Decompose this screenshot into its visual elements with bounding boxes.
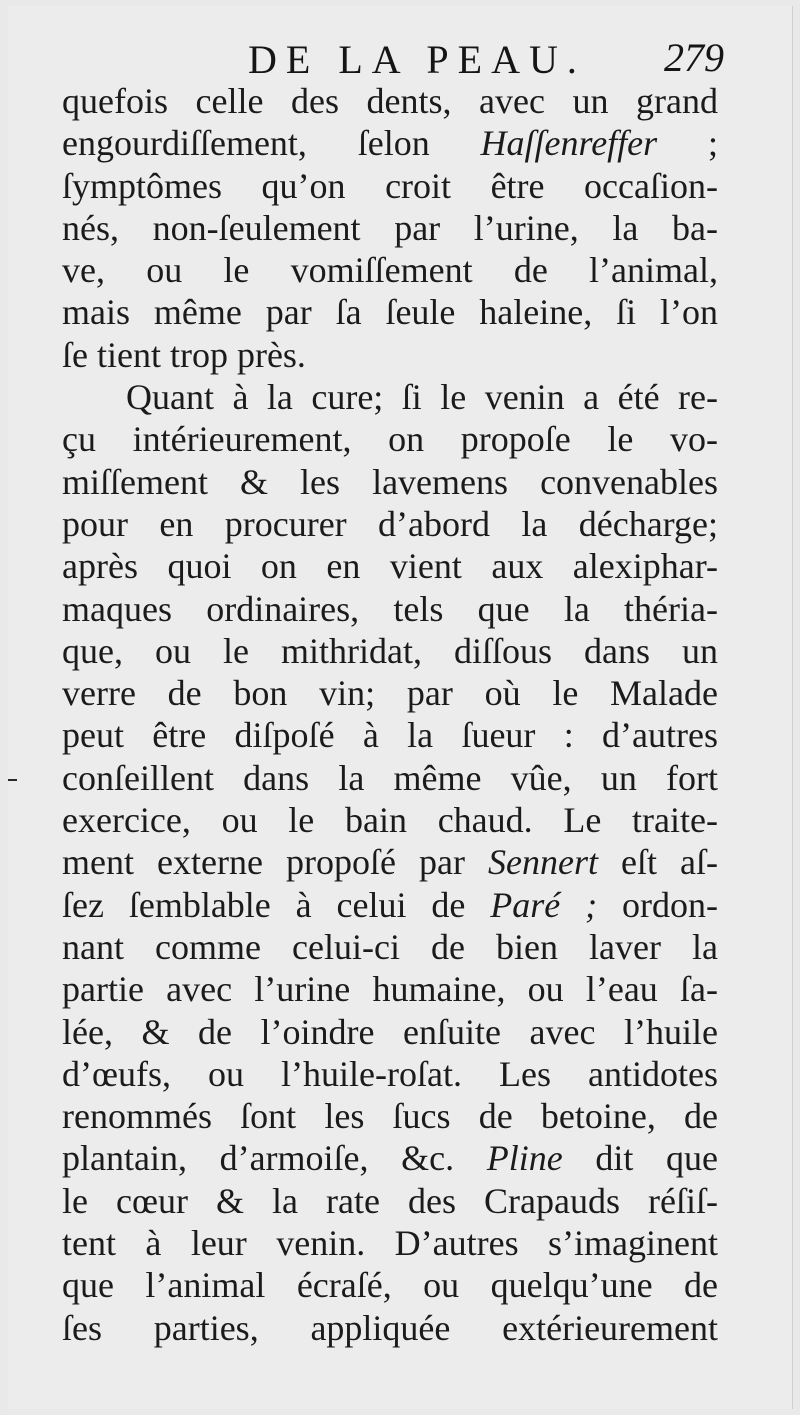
- text-line: maques ordinaires, tels que la théria-: [62, 588, 718, 629]
- text-line: partie avec l’urine humaine, ou l’eau ſa-: [62, 969, 718, 1010]
- text-line: que l’animal écraſé, ou quelqu’une de: [62, 1265, 718, 1306]
- text-line: conſeillent dans la même vûe, un fort: [62, 757, 718, 798]
- text-line: pour en procurer d’abord la décharge;: [62, 503, 718, 544]
- text-line: le cœur & la rate des Crapauds réſiſ-: [62, 1180, 718, 1221]
- text-line: peut être diſpoſé à la ſueur : d’autres: [62, 715, 718, 756]
- paragraph-start-line: Quant à la cure; ſi le venin a été re-: [126, 377, 718, 418]
- text-line: exercice, ou le bain chaud. Le traite-: [62, 800, 718, 841]
- text-line: miſſement & les lavemens convenables: [62, 461, 718, 502]
- author-name: Haſſenreffer: [480, 123, 658, 164]
- text-line: que, ou le mithridat, diſſous dans un: [62, 630, 718, 671]
- text-line: mais même par ſa ſeule haleine, ſi l’on: [62, 292, 718, 333]
- text-line: lée, & de l’oindre enſuite avec l’huile: [62, 1011, 718, 1052]
- body-text: [62, 80, 718, 1349]
- running-head: DE LA PEAU.: [248, 37, 586, 82]
- text-line: ment externe propoſé par Sennert eſt aſ-: [62, 842, 718, 883]
- author-name: Paré ;: [490, 884, 598, 925]
- text-line: ve, ou le vomiſſement de l’animal,: [62, 250, 718, 291]
- text-line: çu intérieurement, on propoſe le vo-: [62, 419, 718, 460]
- margin-mark: [8, 779, 17, 781]
- text-line: renommés ſont les ſucs de betoine, de: [62, 1096, 718, 1137]
- text-line: ſez ſemblable à celui de Paré ; ordon-: [62, 884, 718, 925]
- text-line: engourdiſſement, ſelon Haſſenreffer ;: [62, 123, 718, 164]
- author-name: Sennert: [488, 842, 598, 883]
- text-line: après quoi on en vient aux alexiphar-: [62, 546, 718, 587]
- text-line: ſes parties, appliquée extérieurement: [62, 1307, 718, 1348]
- paper-sheet: [8, 6, 793, 1409]
- text-line: plantain, d’armoiſe, &c. Pline dit que: [62, 1138, 719, 1179]
- text-line: verre de bon vin; par où le Malade: [62, 673, 718, 714]
- author-name: Pline: [486, 1138, 563, 1179]
- page-number: 279: [664, 35, 724, 80]
- text-line: d’œufs, ou l’huile-roſat. Les antidotes: [62, 1053, 718, 1094]
- text-line: quefois celle des dents, avec un grand: [62, 81, 718, 121]
- text-line: ſymptômes qu’on croit être occaſion-: [62, 165, 718, 206]
- text-line: nant comme celui-ci de bien laver la: [62, 926, 718, 967]
- text-line: ſe tient trop près.: [62, 334, 306, 375]
- text-line: nés, non-ſeulement par l’urine, la ba-: [62, 207, 718, 248]
- text-line: tent à leur venin. D’autres s’imaginent: [62, 1223, 718, 1264]
